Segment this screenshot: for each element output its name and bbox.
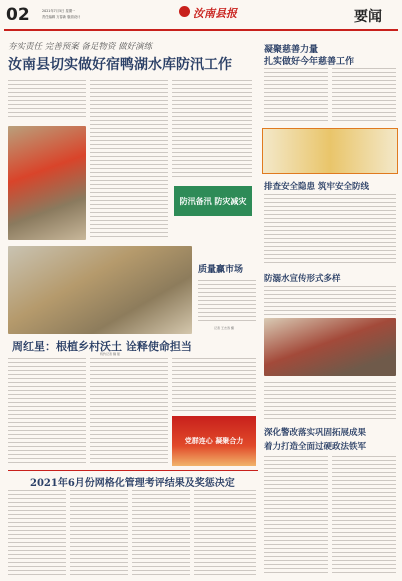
feature-text-3 [172, 358, 256, 414]
paper-emblem-icon [179, 6, 190, 17]
lead-kicker: 夯实责任 完善预案 备足物资 做好演练 [8, 42, 153, 52]
right-title-1: 凝聚慈善力量 [264, 45, 319, 55]
right-photo [264, 318, 396, 376]
br-text-top [264, 382, 396, 420]
photo-credit: 记者 王志涛 摄 [214, 326, 234, 330]
br-text-1 [264, 456, 328, 576]
bottom-rule [8, 470, 258, 471]
lead-text-col-2 [90, 80, 168, 240]
lead-article [4, 36, 256, 246]
masthead [0, 0, 402, 36]
page-number: 02 [6, 5, 30, 25]
right-graphic [262, 128, 398, 174]
paper-name: 汝南县报 [193, 7, 237, 20]
middle-side-text [198, 280, 256, 324]
masthead-rule [4, 29, 398, 31]
feature-title: 周红星：根植乡村沃土 诠释使命担当 [12, 340, 192, 353]
lead-text-col-1 [8, 80, 86, 120]
br-title-1: 深化警改落实巩固拓展成果 [264, 428, 367, 438]
bottom-title: 2021年6月份网格化管理考评结果及奖惩决定 [30, 478, 235, 489]
right-column-top [260, 36, 400, 126]
feature-text-1 [8, 358, 86, 466]
date-line: 2021年7月5日 星期一 [42, 9, 76, 13]
bottom-list-2 [70, 490, 128, 576]
warehouse-photo [8, 246, 192, 334]
right-headline-1: 排查安全隐患 筑牢安全防线 [264, 182, 369, 192]
br-text-2 [332, 456, 396, 576]
feature-text-2 [90, 358, 168, 466]
forklift-photo [8, 126, 86, 240]
section-title: 要闻 [354, 9, 382, 25]
editor-line: 责任编辑 万春新 版面设计 [42, 15, 81, 19]
feature-byline: 特约记者 魏 强 [100, 352, 120, 356]
right-headline-2: 防溺水宣传形式多样 [264, 274, 341, 284]
right-text-2 [332, 68, 396, 122]
lead-text-col-3 [172, 80, 252, 180]
bottom-list-1 [8, 490, 66, 576]
right-text-3 [264, 194, 396, 264]
lead-caption-box [174, 186, 252, 216]
lead-title: 汝南县切实做好宿鸭湖水库防汛工作 [8, 57, 232, 73]
feature-banner-text: 党群连心 凝聚合力 [184, 436, 244, 445]
br-title-2: 着力打造全面过硬政法铁军 [264, 442, 367, 452]
middle-side-title: 质量赢市场 [198, 265, 244, 275]
right-text-4 [264, 286, 396, 316]
right-title-2: 扎实做好今年慈善工作 [264, 57, 355, 67]
right-text-1 [264, 68, 328, 122]
feature-banner [172, 416, 256, 466]
bottom-list-3 [132, 490, 190, 576]
lead-caption: 防汛备汛 防灾减灾 [179, 195, 247, 206]
bottom-list-4 [194, 490, 256, 576]
